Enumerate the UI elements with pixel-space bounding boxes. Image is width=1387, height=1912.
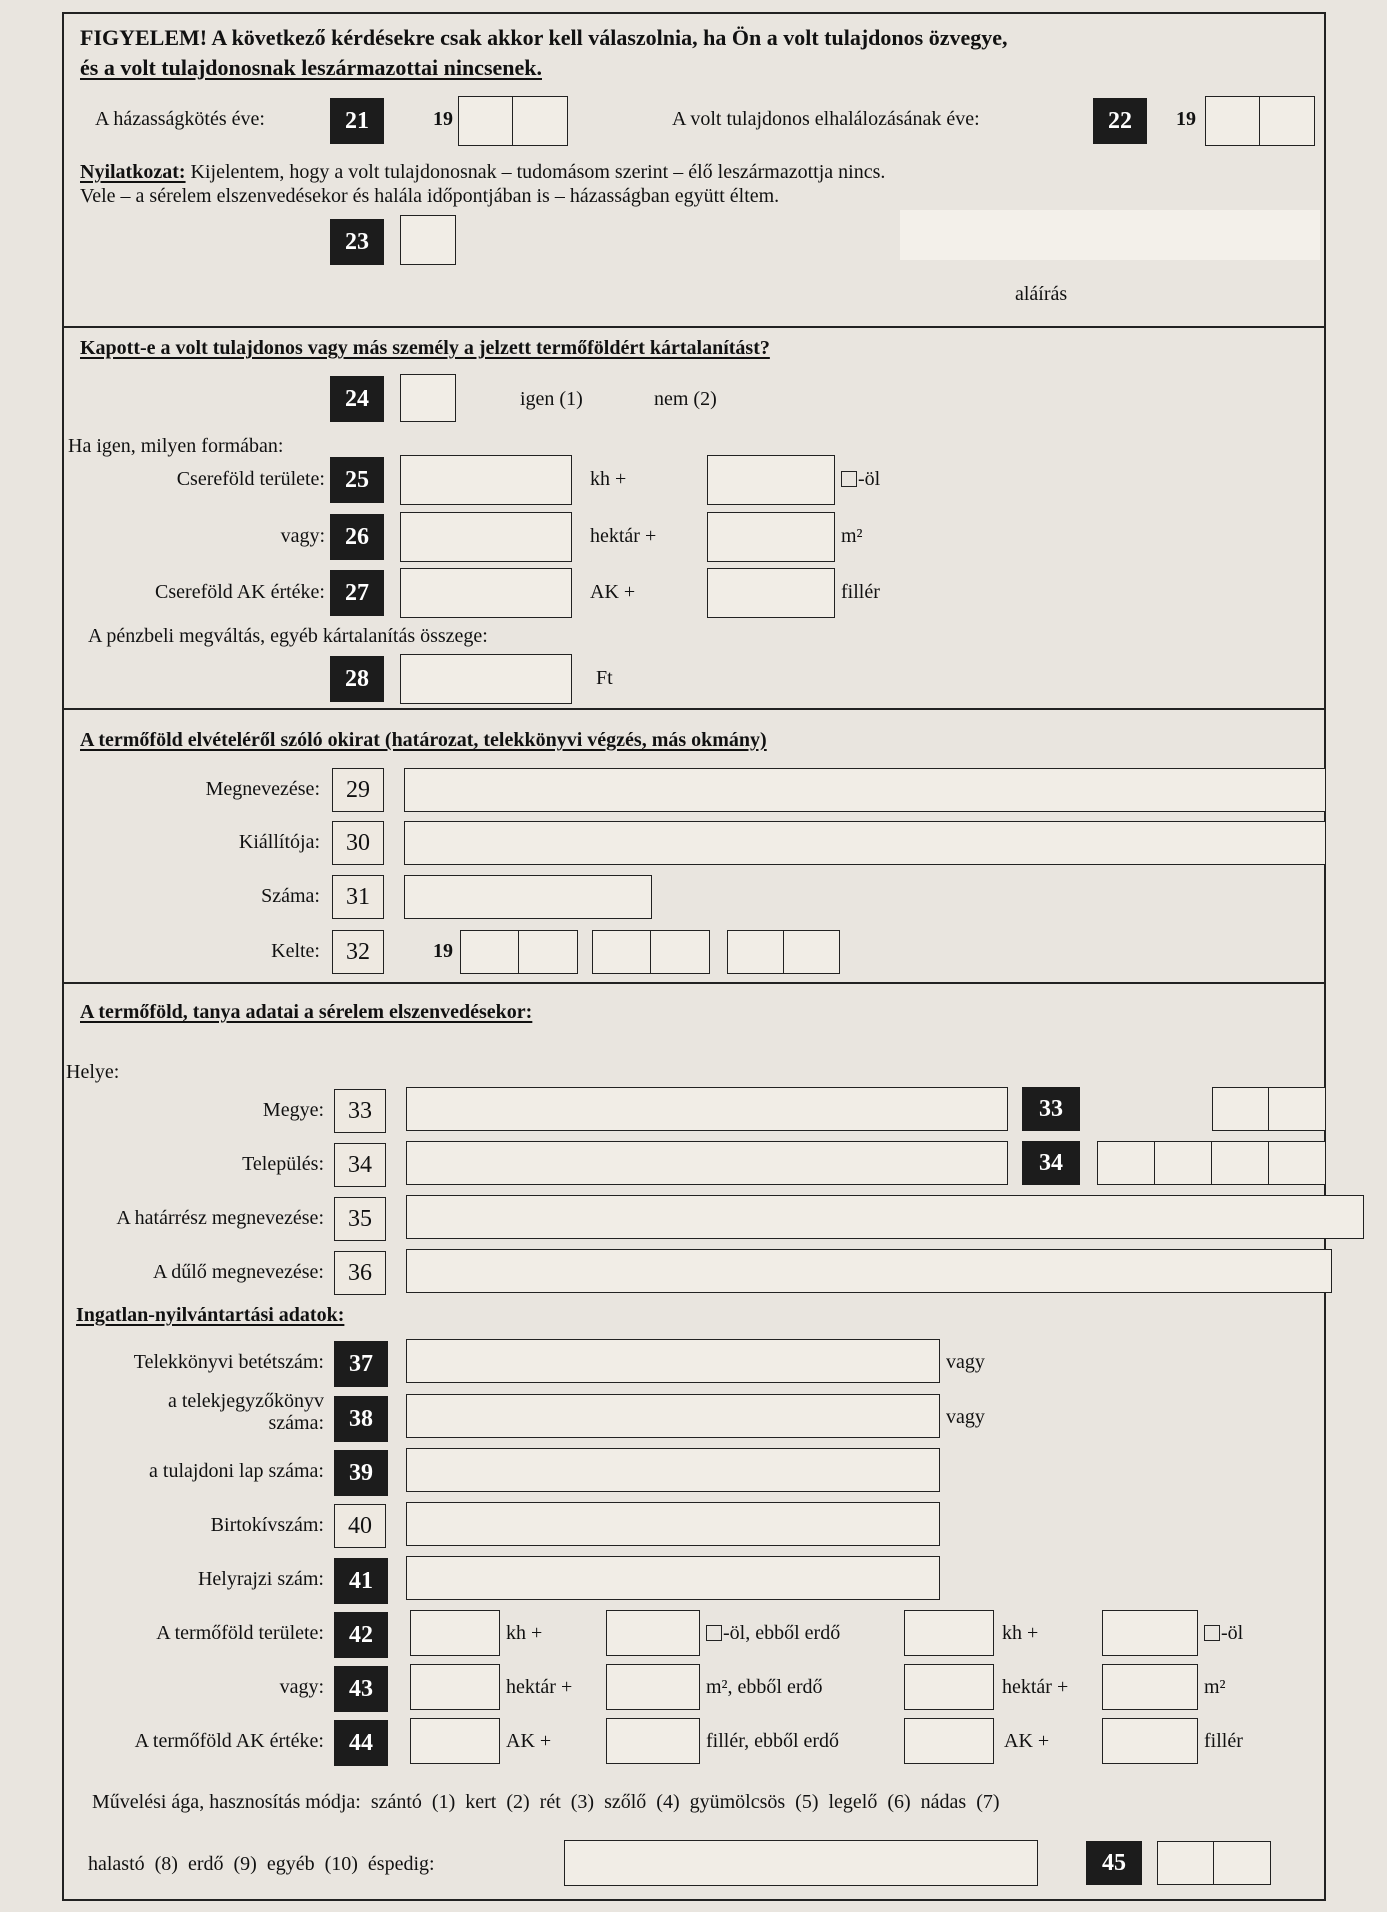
field-number-29: 29 <box>332 768 384 812</box>
field-number-22: 22 <box>1093 98 1147 144</box>
ak-plus-27: AK + <box>590 581 636 603</box>
area-ol-input[interactable] <box>606 1610 700 1656</box>
area-ak-input[interactable] <box>410 1718 500 1764</box>
money-amount-input[interactable] <box>400 654 572 704</box>
county-code-digit2[interactable] <box>1268 1087 1326 1131</box>
document-name-label: Megnevezése: <box>205 778 320 800</box>
widow-title-line2: és a volt tulajdonosnak leszármazottai nincsenek. <box>80 55 542 80</box>
marriage-year-digit1[interactable] <box>458 96 514 146</box>
cultivation-code-digit1[interactable] <box>1157 1841 1215 1885</box>
exchange-area-hectare-input[interactable] <box>400 512 572 562</box>
area-hectare-input[interactable] <box>410 1664 500 1710</box>
hectare-plus-43: hektár + <box>506 1676 573 1698</box>
field-number-32: 32 <box>332 930 384 974</box>
forest-hectare-input[interactable] <box>904 1664 994 1710</box>
square-icon <box>841 471 857 487</box>
cultivation-other-input[interactable] <box>564 1840 1038 1886</box>
settlement-code-digit2[interactable] <box>1154 1141 1213 1185</box>
land-register-input[interactable] <box>406 1339 940 1383</box>
separator-2 <box>62 708 1324 710</box>
widow-title-line1: FIGYELEM! A következő kérdésekre csak akkor kell válaszolnia, ha Ön a volt tulajdonos özvegye, <box>80 25 1008 50</box>
field-number-40: 40 <box>334 1504 386 1548</box>
filler-unit-27: fillér <box>841 581 880 603</box>
exchange-area-kh-input[interactable] <box>400 455 572 505</box>
date-day-digit1[interactable] <box>727 930 785 974</box>
field-number-45: 45 <box>1086 1841 1142 1885</box>
marriage-year-digit2[interactable] <box>512 96 568 146</box>
marriage-year-label: A házasságkötés éve: <box>95 108 265 130</box>
declaration-label: Nyilatkozat: <box>80 161 186 183</box>
forest-m2-input[interactable] <box>1102 1664 1198 1710</box>
hectare-plus-26: hektár + <box>590 525 657 547</box>
field-number-43: 43 <box>334 1666 388 1712</box>
signature-field[interactable] <box>900 210 1320 260</box>
date-day-digit2[interactable] <box>783 930 840 974</box>
settlement-code-digit4[interactable] <box>1268 1141 1326 1185</box>
ak-label-44: A termőföld AK értéke: <box>134 1730 324 1752</box>
county-input[interactable] <box>406 1087 1008 1131</box>
county-label: Megye: <box>262 1099 324 1121</box>
area-m2-input[interactable] <box>606 1664 700 1710</box>
m2-unit-43: m² <box>1204 1676 1226 1698</box>
title-sheet-input[interactable] <box>406 1448 940 1492</box>
ol-unit-25: -öl <box>841 467 880 491</box>
death-year-label: A volt tulajdonos elhalálozásának éve: <box>672 108 980 130</box>
field-number-21: 21 <box>330 98 384 144</box>
field-number-34-code: 34 <box>1022 1141 1080 1185</box>
possession-input[interactable] <box>406 1502 940 1546</box>
year-prefix-21: 19 <box>433 108 453 130</box>
field-number-33-code: 33 <box>1022 1087 1080 1131</box>
field-number-38: 38 <box>334 1396 388 1442</box>
no-option: nem (2) <box>654 388 717 410</box>
or-word-37: vagy <box>946 1351 985 1373</box>
death-year-digit1[interactable] <box>1205 96 1261 146</box>
cultivation-code-digit2[interactable] <box>1213 1841 1271 1885</box>
area-label: A termőföld területe: <box>156 1622 324 1644</box>
exchange-ak-label: Csereföld AK értéke: <box>155 581 325 603</box>
field-number-36: 36 <box>334 1251 386 1295</box>
document-number-label: Száma: <box>261 885 320 907</box>
field-number-39: 39 <box>334 1450 388 1496</box>
title-sheet-label: a tulajdoni lap száma: <box>149 1460 324 1482</box>
cultivation-line: Művelési ága, hasznosítás módja: szántó (1) kert (2) rét (3) szőlő (4) gyümölcsös (5) legelő (6) nádas (7) <box>92 1791 1000 1813</box>
boundary-label: A határrész megnevezése: <box>116 1207 324 1229</box>
possession-label: Birtokívszám: <box>210 1514 324 1536</box>
declaration-line1 <box>80 160 885 184</box>
field-number-24: 24 <box>330 376 384 422</box>
death-year-digit2[interactable] <box>1259 96 1315 146</box>
field-number-35: 35 <box>334 1197 386 1241</box>
field-number-25: 25 <box>330 457 384 503</box>
land-title: A termőföld, tanya adatai a sérelem elszenvedésekor: <box>80 1001 533 1023</box>
ak-plus-44: AK + <box>506 1730 552 1752</box>
field-number-44: 44 <box>334 1720 388 1766</box>
cultivation-line2: halastó (8) erdő (9) egyéb (10) éspedig: <box>88 1853 435 1875</box>
date-month-digit2[interactable] <box>650 930 710 974</box>
filler-unit-44: fillér <box>1204 1730 1243 1752</box>
compensation-answer-box[interactable] <box>400 374 456 422</box>
yes-option: igen (1) <box>520 388 583 410</box>
field-number-23: 23 <box>330 219 384 265</box>
boundary-input[interactable] <box>406 1195 1364 1239</box>
settlement-label: Település: <box>242 1153 324 1175</box>
field-number-31: 31 <box>332 875 384 919</box>
kh-plus-25: kh + <box>590 468 627 490</box>
year-prefix-22: 19 <box>1176 108 1196 130</box>
land-register-label: Telekkönyvi betétszám: <box>133 1351 324 1373</box>
m2-forest-43: m², ebből erdő <box>706 1676 823 1698</box>
kh-plus-42: kh + <box>506 1622 543 1644</box>
square-icon <box>706 1625 722 1641</box>
date-year-digit1[interactable] <box>460 930 520 974</box>
date-month-digit1[interactable] <box>592 930 652 974</box>
field-number-34: 34 <box>334 1143 386 1187</box>
settlement-input[interactable] <box>406 1141 1008 1185</box>
or-label-43: vagy: <box>279 1676 324 1698</box>
forest-ak-input[interactable] <box>904 1718 994 1764</box>
area-filler-input[interactable] <box>606 1718 700 1764</box>
field-number-27: 27 <box>330 570 384 616</box>
field-number-37: 37 <box>334 1341 388 1387</box>
compensation-title: Kapott-e a volt tulajdonos vagy más személy a jelzett termőföldért kártalanítást? <box>80 337 770 359</box>
protocol-number-input[interactable] <box>406 1394 940 1438</box>
document-year-prefix: 19 <box>433 940 453 962</box>
field-number-30: 30 <box>332 821 384 865</box>
hectare-plus-43-forest: hektár + <box>1002 1676 1069 1698</box>
declaration-text1: Kijelentem, hogy a volt tulajdonosnak – tudomásom szerint – élő leszármazottja nincs. <box>185 161 886 183</box>
plot-label: A dűlő megnevezése: <box>152 1261 324 1283</box>
document-date-label: Kelte: <box>271 940 320 962</box>
field-number-33: 33 <box>334 1089 386 1133</box>
protocol-label-1: a telekjegyzőkönyv <box>167 1390 324 1412</box>
signature-label: aláírás <box>1015 283 1068 305</box>
separator-1 <box>62 326 1324 328</box>
document-issuer-input[interactable] <box>404 821 1326 865</box>
area-kh-input[interactable] <box>410 1610 500 1656</box>
topo-input[interactable] <box>406 1556 940 1600</box>
document-name-input[interactable] <box>404 768 1326 812</box>
field-number-42: 42 <box>334 1612 388 1658</box>
document-title: A termőföld elvételéről szóló okirat (határozat, telekkönyvi végzés, más okmány) <box>80 729 767 751</box>
exchange-ak-input[interactable] <box>400 568 572 618</box>
ak-plus-44-forest: AK + <box>1004 1730 1050 1752</box>
document-issuer-label: Kiállítója: <box>238 831 320 853</box>
settlement-code-digit1[interactable] <box>1097 1141 1156 1185</box>
square-icon <box>1204 1625 1220 1641</box>
ol-forest-42: -öl, ebből erdő <box>706 1621 840 1645</box>
protocol-label-2: száma: <box>268 1412 324 1434</box>
ft-unit: Ft <box>596 667 613 689</box>
document-number-input[interactable] <box>404 875 652 919</box>
money-label: A pénzbeli megváltás, egyéb kártalanítás összege: <box>88 625 488 647</box>
forest-ol-input[interactable] <box>1102 1610 1198 1656</box>
declaration-line2: Vele – a sérelem elszenvedésekor és halála időpontjában is – házasságban együtt éltem. <box>80 185 780 207</box>
location-label: Helye: <box>66 1061 120 1083</box>
county-code-digit1[interactable] <box>1212 1087 1270 1131</box>
declaration-checkbox[interactable] <box>400 215 456 265</box>
exchange-filler-input[interactable] <box>707 568 835 618</box>
separator-3 <box>62 982 1324 984</box>
m2-unit-26: m² <box>841 525 863 547</box>
registry-title: Ingatlan-nyilvántartási adatok: <box>76 1304 345 1326</box>
exchange-area-ol-input[interactable] <box>707 455 835 505</box>
ol-unit-42: -öl <box>1204 1621 1243 1645</box>
kh-plus-42-forest: kh + <box>1002 1622 1039 1644</box>
settlement-code-digit3[interactable] <box>1211 1141 1270 1185</box>
exchange-area-label: Csereföld területe: <box>176 468 325 490</box>
plot-input[interactable] <box>406 1249 1332 1293</box>
if-yes-label: Ha igen, milyen formában: <box>68 435 284 457</box>
or-word-38: vagy <box>946 1406 985 1428</box>
forest-filler-input[interactable] <box>1102 1718 1198 1764</box>
field-number-28: 28 <box>330 656 384 702</box>
field-number-26: 26 <box>330 514 384 560</box>
date-year-digit2[interactable] <box>518 930 578 974</box>
filler-forest-44: fillér, ebből erdő <box>706 1730 840 1752</box>
forest-kh-input[interactable] <box>904 1610 994 1656</box>
topo-label: Helyrajzi szám: <box>197 1568 324 1590</box>
exchange-area-m2-input[interactable] <box>707 512 835 562</box>
field-number-41: 41 <box>334 1558 388 1604</box>
or-label-26: vagy: <box>280 525 325 547</box>
